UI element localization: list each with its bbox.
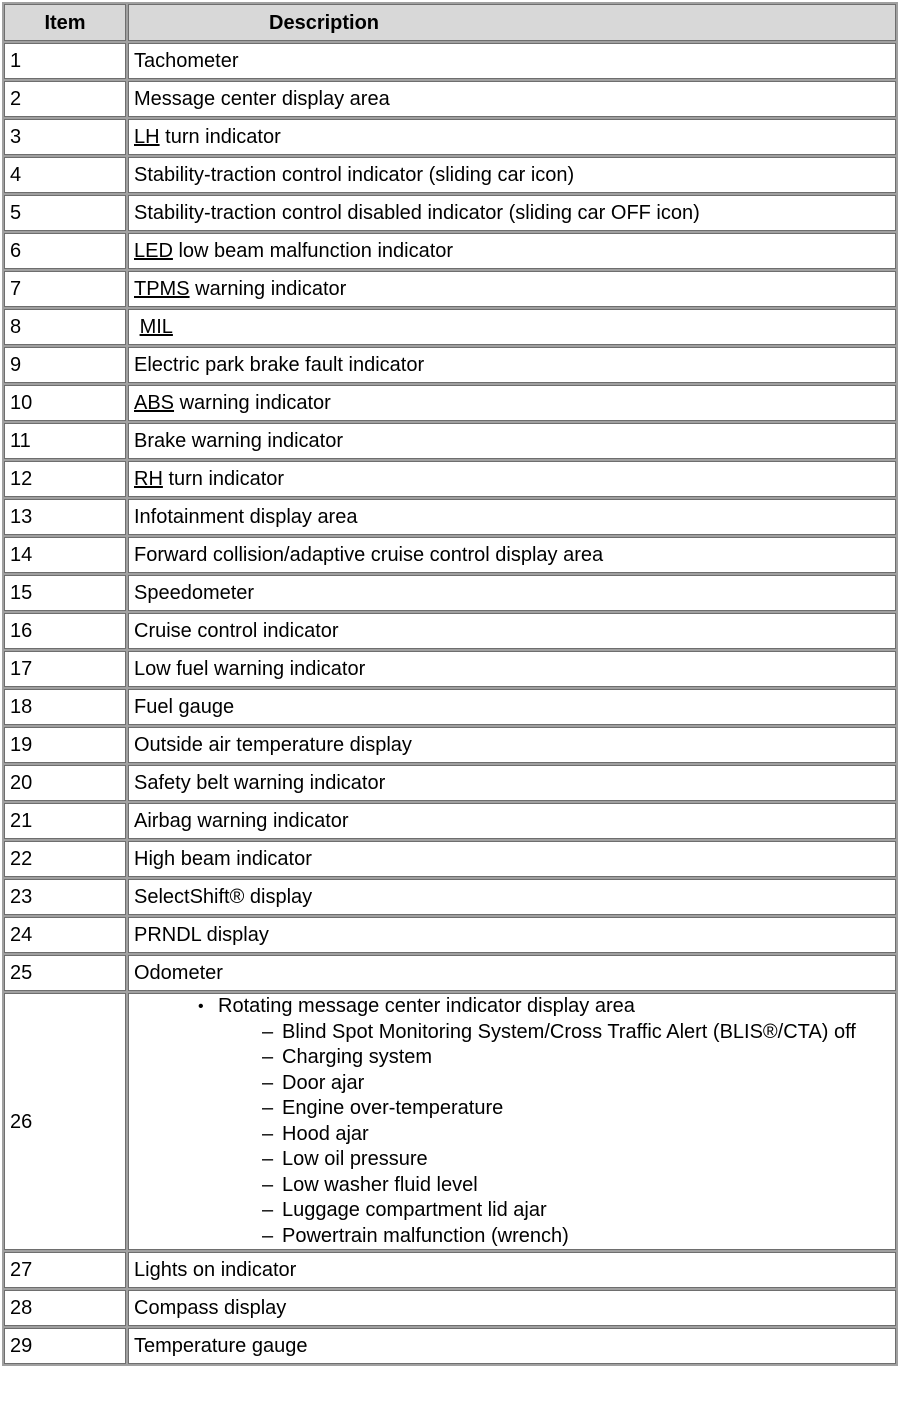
item-description	[128, 423, 896, 459]
item-description	[128, 195, 896, 231]
table-row	[4, 385, 896, 421]
table-row	[4, 157, 896, 193]
table-row	[4, 765, 896, 801]
table-row	[4, 841, 896, 877]
table-row	[4, 689, 896, 725]
item-number: 11	[4, 423, 126, 459]
sub-item: – Low oil pressure	[262, 1147, 890, 1173]
item-number: 25	[4, 955, 126, 991]
item-description	[128, 575, 896, 611]
item-description	[128, 689, 896, 725]
abbreviation-link[interactable]: LH	[134, 126, 160, 148]
item-number: 7	[4, 271, 126, 307]
item-number: 18	[4, 689, 126, 725]
item-description	[128, 271, 896, 307]
item-number: 21	[4, 803, 126, 839]
item-number: 9	[4, 347, 126, 383]
table-row	[4, 803, 896, 839]
description-text: Low fuel warning indicator	[134, 658, 366, 680]
item-description	[128, 119, 896, 155]
item-number: 22	[4, 841, 126, 877]
table-row	[4, 499, 896, 535]
table-row	[4, 1252, 896, 1288]
description-text: Forward collision/adaptive cruise control display area	[134, 544, 604, 566]
item-description	[128, 879, 896, 915]
description-text: PRNDL display	[134, 924, 269, 946]
item-description	[128, 347, 896, 383]
legend-table	[2, 2, 898, 1366]
item-number: 5	[4, 195, 126, 231]
item-description	[128, 917, 896, 953]
item-description	[128, 233, 896, 269]
item-description	[128, 537, 896, 573]
table-row	[4, 917, 896, 953]
item-number: 16	[4, 613, 126, 649]
sub-item: – Hood ajar	[262, 1122, 890, 1148]
item-description	[128, 651, 896, 687]
description-text: Cruise control indicator	[134, 620, 339, 642]
sub-item: – Low washer fluid level	[262, 1173, 890, 1199]
item-description	[128, 309, 896, 345]
item-description: Lights on indicator	[128, 1252, 896, 1288]
table-row	[4, 1328, 896, 1364]
item-description	[128, 81, 896, 117]
table-row	[4, 461, 896, 497]
table-row	[4, 233, 896, 269]
item-description	[128, 993, 896, 1250]
description-text: Odometer	[134, 962, 223, 984]
description-text: High beam indicator	[134, 848, 312, 870]
table-row	[4, 537, 896, 573]
description-text: warning indicator	[189, 278, 347, 300]
table-row	[4, 119, 896, 155]
description-text: SelectShift® display	[134, 886, 313, 908]
description-text: Electric park brake fault indicator	[134, 354, 425, 376]
table-row	[4, 195, 896, 231]
abbreviation-link[interactable]: TPMS	[134, 278, 190, 300]
item-description: Temperature gauge	[128, 1328, 896, 1364]
item-description	[128, 613, 896, 649]
item-description	[128, 385, 896, 421]
item-number: 20	[4, 765, 126, 801]
table-row	[4, 43, 896, 79]
table-row	[4, 81, 896, 117]
sub-item: – Powertrain malfunction (wrench)	[262, 1224, 890, 1250]
abbreviation-link[interactable]: MIL	[139, 316, 173, 338]
description-text: warning indicator	[174, 392, 331, 414]
bullet-list	[134, 994, 890, 1249]
item-number: 6	[4, 233, 126, 269]
table-row	[4, 575, 896, 611]
table-row	[4, 423, 896, 459]
item-description	[128, 803, 896, 839]
item-number: 12	[4, 461, 126, 497]
table-row	[4, 993, 896, 1250]
bullet-item	[198, 994, 890, 1249]
sub-item: – Blind Spot Monitoring System/Cross Traffic Alert (BLIS®/CTA) off	[262, 1020, 890, 1046]
item-number: 19	[4, 727, 126, 763]
table-row	[4, 879, 896, 915]
item-number: 23	[4, 879, 126, 915]
description-text: Message center display area	[134, 88, 390, 110]
description-text: turn indicator	[159, 126, 281, 148]
description-text: low beam malfunction indicator	[172, 240, 454, 262]
description-text: Fuel gauge	[134, 696, 235, 718]
item-number: 2	[4, 81, 126, 117]
header-item: Item	[4, 4, 126, 41]
item-description	[128, 157, 896, 193]
description-text: Stability-traction control disabled indicator (sliding car OFF icon)	[134, 202, 700, 224]
description-text: Infotainment display area	[134, 506, 358, 528]
table-row	[4, 613, 896, 649]
description-text: Brake warning indicator	[134, 430, 343, 452]
description-text: turn indicator	[162, 468, 285, 490]
table-row	[4, 1290, 896, 1326]
item-number: 8	[4, 309, 126, 345]
description-text: Stability-traction control indicator (sliding car icon)	[134, 164, 575, 186]
bullet-text: Rotating message center indicator display area	[218, 995, 635, 1017]
item-description	[128, 43, 896, 79]
table-row	[4, 309, 896, 345]
item-number: 17	[4, 651, 126, 687]
item-number: 10	[4, 385, 126, 421]
item-description	[128, 461, 896, 497]
description-text: Outside air temperature display	[134, 734, 412, 756]
item-number: 15	[4, 575, 126, 611]
item-number: 26	[4, 993, 126, 1250]
sub-item: – Luggage compartment lid ajar	[262, 1198, 890, 1224]
sub-item: – Door ajar	[262, 1071, 890, 1097]
item-description: Compass display	[128, 1290, 896, 1326]
abbreviation-link[interactable]: RH	[134, 468, 163, 490]
table-row	[4, 727, 896, 763]
abbreviation-link[interactable]: LED	[134, 240, 173, 262]
item-number: 24	[4, 917, 126, 953]
item-description	[128, 765, 896, 801]
item-number: 4	[4, 157, 126, 193]
item-number: 13	[4, 499, 126, 535]
item-description	[128, 955, 896, 991]
sub-item: – Engine over-temperature	[262, 1096, 890, 1122]
header-row	[4, 4, 896, 41]
description-text: Speedometer	[134, 582, 255, 604]
item-number: 3	[4, 119, 126, 155]
abbreviation-link[interactable]: ABS	[134, 392, 175, 414]
item-number: 1	[4, 43, 126, 79]
item-number: 14	[4, 537, 126, 573]
item-description	[128, 499, 896, 535]
table-row	[4, 651, 896, 687]
sub-list	[218, 1020, 890, 1250]
item-number: 29	[4, 1328, 126, 1364]
description-text: Airbag warning indicator	[134, 810, 349, 832]
table-row	[4, 955, 896, 991]
item-description	[128, 727, 896, 763]
description-text: Safety belt warning indicator	[134, 772, 386, 794]
item-number: 28	[4, 1290, 126, 1326]
description-text: Tachometer	[134, 50, 239, 72]
item-number: 27	[4, 1252, 126, 1288]
table-row	[4, 271, 896, 307]
table-row	[4, 347, 896, 383]
item-description	[128, 841, 896, 877]
header-description: Description	[128, 4, 896, 41]
sub-item: – Charging system	[262, 1045, 890, 1071]
